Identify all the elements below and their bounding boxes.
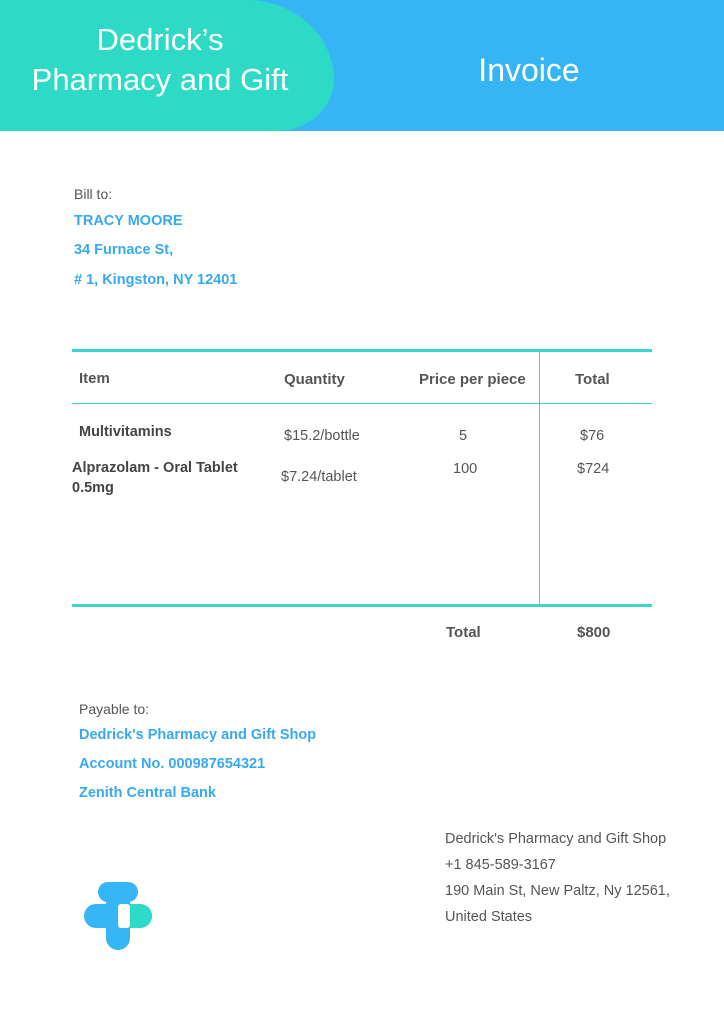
- grand-total-label: Total: [446, 624, 481, 641]
- row2-quantity: $7.24/tablet: [281, 469, 357, 485]
- row2-price: 100: [453, 461, 478, 477]
- table-top-rule: [72, 349, 652, 352]
- medical-cross-logo-icon: [84, 882, 152, 950]
- payable-to-label: Payable to:: [79, 701, 150, 717]
- contact-address-line2: United States: [445, 909, 533, 925]
- table-header-total: Total: [575, 371, 610, 388]
- row1-quantity: $15.2/bottle: [284, 428, 360, 444]
- payable-to-bank: Zenith Central Bank: [79, 785, 216, 801]
- row1-price: 5: [459, 428, 468, 444]
- payable-to-name: Dedrick's Pharmacy and Gift Shop: [79, 727, 317, 743]
- bill-to-name: TRACY MOORE: [74, 213, 183, 229]
- table-bottom-rule: [72, 604, 652, 607]
- contact-address-line1: 190 Main St, New Paltz, Ny 12561,: [445, 883, 670, 899]
- payable-to-account: Account No. 000987654321: [79, 756, 266, 772]
- table-header-item: Item: [79, 370, 110, 387]
- bill-to-address-line1: 34 Furnace St,: [74, 242, 174, 258]
- row2-total: $724: [577, 461, 610, 477]
- table-header-price: Price per piece: [419, 371, 526, 388]
- row2-item: Alprazolam - Oral Tablet 0.5mg: [72, 460, 238, 496]
- invoice-title: Invoice: [478, 52, 580, 88]
- bill-to-address-line2: # 1, Kingston, NY 12401: [74, 272, 238, 288]
- grand-total-value: $800: [577, 624, 611, 641]
- table-header-quantity: Quantity: [284, 371, 345, 388]
- bill-to-label: Bill to:: [74, 186, 113, 202]
- table-column-divider: [539, 352, 540, 605]
- table-header-rule: [72, 403, 652, 404]
- contact-phone: +1 845-589-3167: [445, 857, 556, 873]
- header-banner: [0, 0, 724, 131]
- row1-total: $76: [580, 428, 605, 444]
- contact-name: Dedrick's Pharmacy and Gift Shop: [445, 831, 667, 847]
- contact-block: [445, 826, 705, 930]
- row1-item: Multivitamins: [79, 424, 172, 440]
- brand-title: Dedrick’s Pharmacy and Gift: [31, 22, 289, 97]
- brand-block: [0, 0, 334, 131]
